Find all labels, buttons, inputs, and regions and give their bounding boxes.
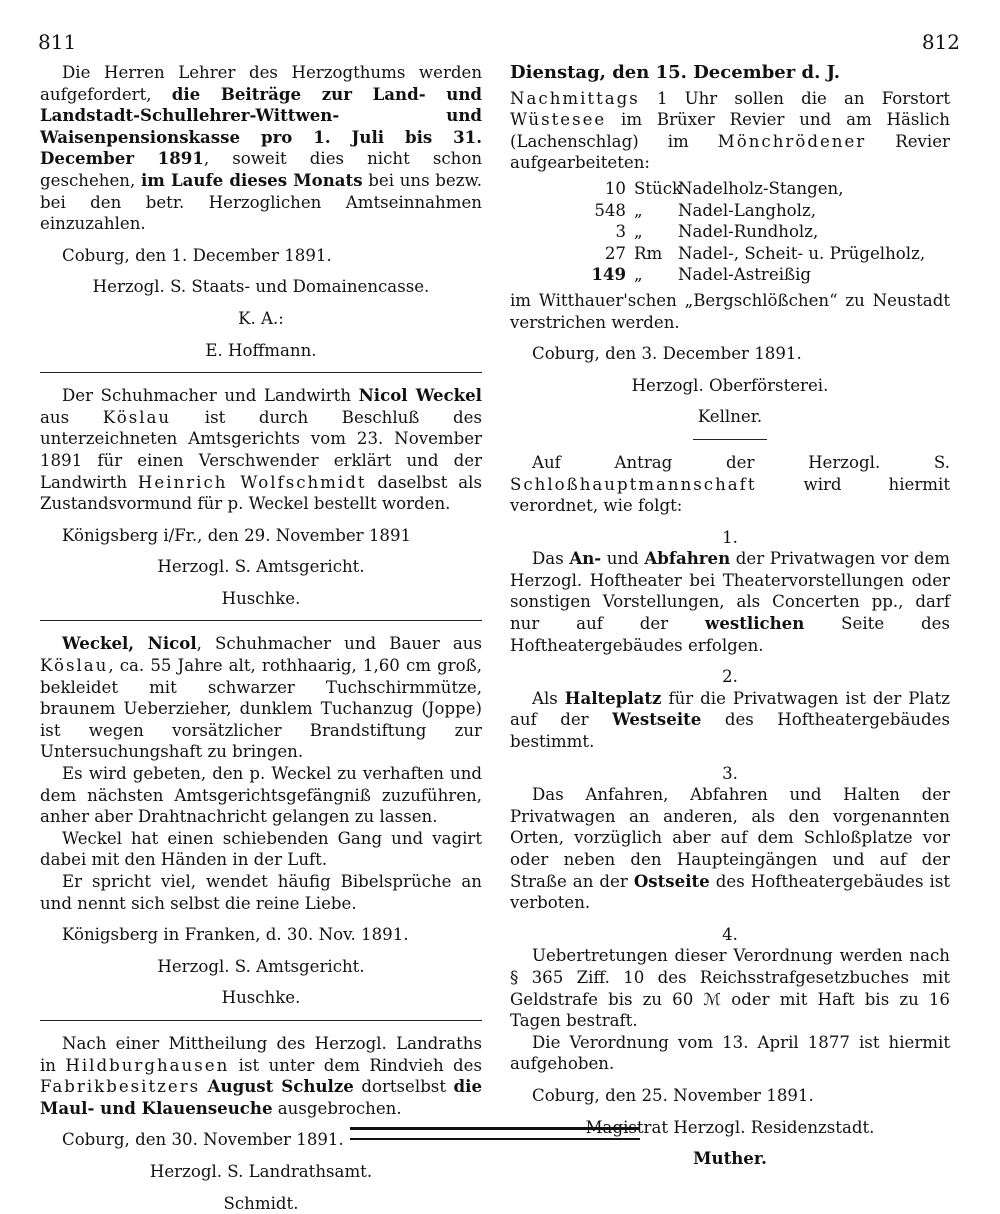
text: dortselbst xyxy=(353,1077,454,1097)
spaced-text: Wüstesee xyxy=(510,110,607,130)
notice-paragraph xyxy=(510,784,950,914)
emphasis: Weckel, Nicol xyxy=(62,633,197,654)
description: Nadel-, Scheit- u. Prügelholz, xyxy=(678,243,926,263)
place-date: Coburg, den 1. December 1891. xyxy=(62,245,332,265)
text: Revier aufgearbeiteten: xyxy=(510,131,950,173)
emphasis: An- xyxy=(569,548,602,569)
text: ausgebrochen. xyxy=(272,1098,402,1118)
notice-guardianship xyxy=(40,385,482,609)
divider xyxy=(693,439,767,440)
description: Nadel-Langholz, xyxy=(678,200,816,220)
emphasis: Halteplatz xyxy=(564,687,662,708)
text: Als xyxy=(532,688,565,708)
timber-item xyxy=(510,243,950,265)
timber-item xyxy=(510,221,950,243)
text: Der Schuhmacher und Landwirth xyxy=(62,386,359,406)
spaced-text: Heinrich Wolfschmidt xyxy=(137,472,367,492)
emphasis: die Maul- und Klauenseuche xyxy=(40,1076,482,1118)
text: aus xyxy=(40,407,103,427)
authority: Herzogl. S. Landrathsamt. xyxy=(149,1161,373,1181)
emphasis: Nicol Weckel xyxy=(358,385,482,406)
text: 1 Uhr sollen die an Forstort xyxy=(639,88,950,108)
signature: Muther. xyxy=(693,1148,767,1169)
text: Das Anfahren, Abfahren und Halten der Privatwagen an anderen, als den vorgenannten Orten, vorzüglich aber auf dem Schloßplatze vor oder neben den Haupteingängen und auf der Straße an der xyxy=(510,785,950,891)
notice-paragraph xyxy=(510,548,950,656)
quantity: 3 xyxy=(615,222,626,242)
text: Nach einer Mittheilung des Herzogl. Landraths in xyxy=(40,1033,482,1075)
divider xyxy=(40,372,482,373)
text: , ca. 55 Jahre alt, rothhaarig, 1,60 cm groß, bekleidet mit schwarzer Tuchschirmmütze, braunem Ueberzieher, dunklem Tuchanzug (Joppe) ist wegen vorsätzlicher Brandstiftung zur Untersuchungshaft zu bringen. xyxy=(40,656,482,762)
quantity: 27 xyxy=(604,243,626,263)
text: wird hiermit verordnet, wie folgt: xyxy=(510,474,950,516)
authority: Herzogl. S. Staats- und Domainencasse. xyxy=(92,277,430,297)
notice-paragraph: im Witthauer'schen „Bergschlößchen“ zu Neustadt verstrichen werden. xyxy=(510,290,950,332)
notice-body xyxy=(40,633,482,763)
notice-paragraph: Es wird gebeten, den p. Weckel zu verhaften und dem nächsten Amtsgerichtsgefängniß zuzuführen, anher aber Drahtnachricht gelangen zu lassen. xyxy=(40,764,482,827)
text: Auf Antrag der Herzogl. S. xyxy=(532,452,950,472)
signature: E. Hoffmann. xyxy=(205,340,317,360)
text: für die Privatwagen ist der Platz auf der xyxy=(510,688,950,730)
place-date: Königsberg in Franken, d. 30. Nov. 1891. xyxy=(62,925,409,945)
text: daselbst als Zustandsvormund für p. Weckel bestellt worden. xyxy=(40,472,483,514)
notice-teacher-contributions xyxy=(40,62,482,361)
notice-arrest-warrant xyxy=(40,633,482,1009)
text: Das xyxy=(532,549,570,569)
text: der Privatwagen vor dem Herzogl. Hoftheater bei Theatervorstellungen oder sonstigen Vorstellungen, als Concerten pp., darf nur auf der xyxy=(510,549,951,634)
timber-item xyxy=(510,178,950,200)
authority: Herzogl. Oberförsterei. xyxy=(631,375,829,395)
description: Nadel-Astreißig xyxy=(678,265,812,285)
description: Nadel-Rundholz, xyxy=(678,222,819,242)
signature: Schmidt. xyxy=(223,1193,299,1213)
emphasis: westlichen xyxy=(705,613,805,634)
authority: Herzogl. S. Amtsgericht. xyxy=(157,557,365,577)
section-number: 4. xyxy=(722,924,738,944)
spaced-text: Schloßhauptmannschaft xyxy=(510,474,757,494)
text: im Brüxer Revier und am Häslich (Lachenschlag) im xyxy=(510,110,950,151)
text: Die Herren Lehrer des Herzogthums werden aufgefordert, xyxy=(40,63,482,104)
unit: „ xyxy=(634,265,643,285)
unit: „ xyxy=(634,222,643,242)
notice-paragraph: Er spricht viel, wendet häufig Bibelsprüche an und nennt sich selbst die reine Liebe. xyxy=(40,872,482,913)
notice-paragraph: Uebertretungen dieser Verordnung werden nach § 365 Ziff. 10 des Reichsstrafgesetzbuches mit Geldstrafe bis zu 60 ℳ oder mit Haft bis zu 16 Tagen bestraft. xyxy=(510,946,950,1031)
emphasis: im Laufe dieses Monats xyxy=(140,169,363,190)
notice-body xyxy=(40,62,482,235)
quantity: 149 xyxy=(591,264,626,285)
place-date: Coburg, den 3. December 1891. xyxy=(532,344,802,364)
signature: Huschke. xyxy=(221,988,301,1008)
spaced-text: Fabrikbesitzers xyxy=(40,1077,201,1097)
text xyxy=(200,1077,208,1096)
page-number-right: 812 xyxy=(921,30,960,54)
emphasis: Westseite xyxy=(612,709,702,730)
place-date: Coburg, den 30. November 1891. xyxy=(62,1130,344,1150)
place-date: Königsberg i/Fr., den 29. November 1891 xyxy=(62,525,412,545)
timber-list xyxy=(510,178,950,286)
text: , soweit dies nicht schon geschehen, xyxy=(40,149,483,190)
place-date: Coburg, den 25. November 1891. xyxy=(532,1085,814,1105)
spaced-text: Mönchrödener xyxy=(717,131,867,151)
spaced-text: Köslau xyxy=(102,407,172,427)
left-column xyxy=(40,62,482,1214)
ka-label: K. A.: xyxy=(238,308,284,328)
authority: Magistrat Herzogl. Residenzstadt. xyxy=(585,1117,875,1137)
closing-double-rule xyxy=(350,1127,640,1140)
divider xyxy=(40,620,482,621)
signature: Huschke. xyxy=(221,588,301,608)
notice-paragraph xyxy=(510,688,950,753)
notice-theatre-traffic xyxy=(510,452,950,1170)
notice-body xyxy=(510,88,950,174)
notice-paragraph: Weckel hat einen schiebenden Gang und vagirt dabei mit den Händen in der Luft. xyxy=(40,828,482,870)
text: und xyxy=(601,549,645,569)
text: bei uns bezw. bei den betr. Herzoglichen Amtseinnahmen einzuzahlen. xyxy=(40,170,482,234)
unit: Rm xyxy=(634,243,663,263)
spaced-text: Köslau xyxy=(40,656,109,676)
notice-body xyxy=(40,1033,482,1119)
timber-item xyxy=(510,200,950,222)
emphasis: August Schulze xyxy=(207,1076,354,1097)
emphasis: Ostseite xyxy=(633,870,710,891)
quantity: 548 xyxy=(594,200,626,220)
spaced-text: Hildburghausen xyxy=(65,1055,230,1075)
authority: Herzogl. S. Amtsgericht. xyxy=(157,956,365,976)
section-number: 3. xyxy=(722,763,738,783)
notice-body xyxy=(40,385,482,515)
signature: Kellner. xyxy=(697,407,763,427)
quantity: 10 xyxy=(604,178,626,198)
page-number-left: 811 xyxy=(38,30,77,54)
text: ist durch Beschluß des unterzeichneten Amtsgerichts vom 23. November 1891 für einen Verschwender erklärt und der Landwirth xyxy=(40,407,483,492)
unit: Stück xyxy=(634,178,683,198)
emphasis: Abfahren xyxy=(644,548,731,569)
text: ist unter dem Rindvieh des xyxy=(229,1055,482,1075)
text: Seite des Hoftheatergebäudes erfolgen. xyxy=(510,614,950,655)
divider xyxy=(40,1020,482,1021)
spaced-text: Nachmittags xyxy=(510,88,640,108)
section-number: 1. xyxy=(722,527,738,547)
text: des Hoftheatergebäudes ist verboten. xyxy=(510,871,950,913)
notice-heading: Dienstag, den 15. December d. J. xyxy=(510,62,841,83)
notice-paragraph: Die Verordnung vom 13. April 1877 ist hiermit aufgehoben. xyxy=(510,1032,950,1074)
emphasis: die Beiträge zur Land- und Landstadt-Schullehrer-Wittwen- und Waisenpensionskasse pro 1. Juli bis 31. December 1891 xyxy=(40,83,482,169)
text: , Schuhmacher und Bauer aus xyxy=(196,634,482,654)
notice-foot-and-mouth xyxy=(40,1033,482,1214)
notice-body xyxy=(510,452,950,517)
section-number: 2. xyxy=(722,667,738,687)
text: des Hoftheatergebäudes bestimmt. xyxy=(510,710,950,752)
unit: „ xyxy=(634,200,643,220)
notice-timber-auction xyxy=(510,62,950,428)
description: Nadelholz-Stangen, xyxy=(678,178,844,198)
right-column xyxy=(510,62,950,1170)
timber-item xyxy=(510,264,950,286)
